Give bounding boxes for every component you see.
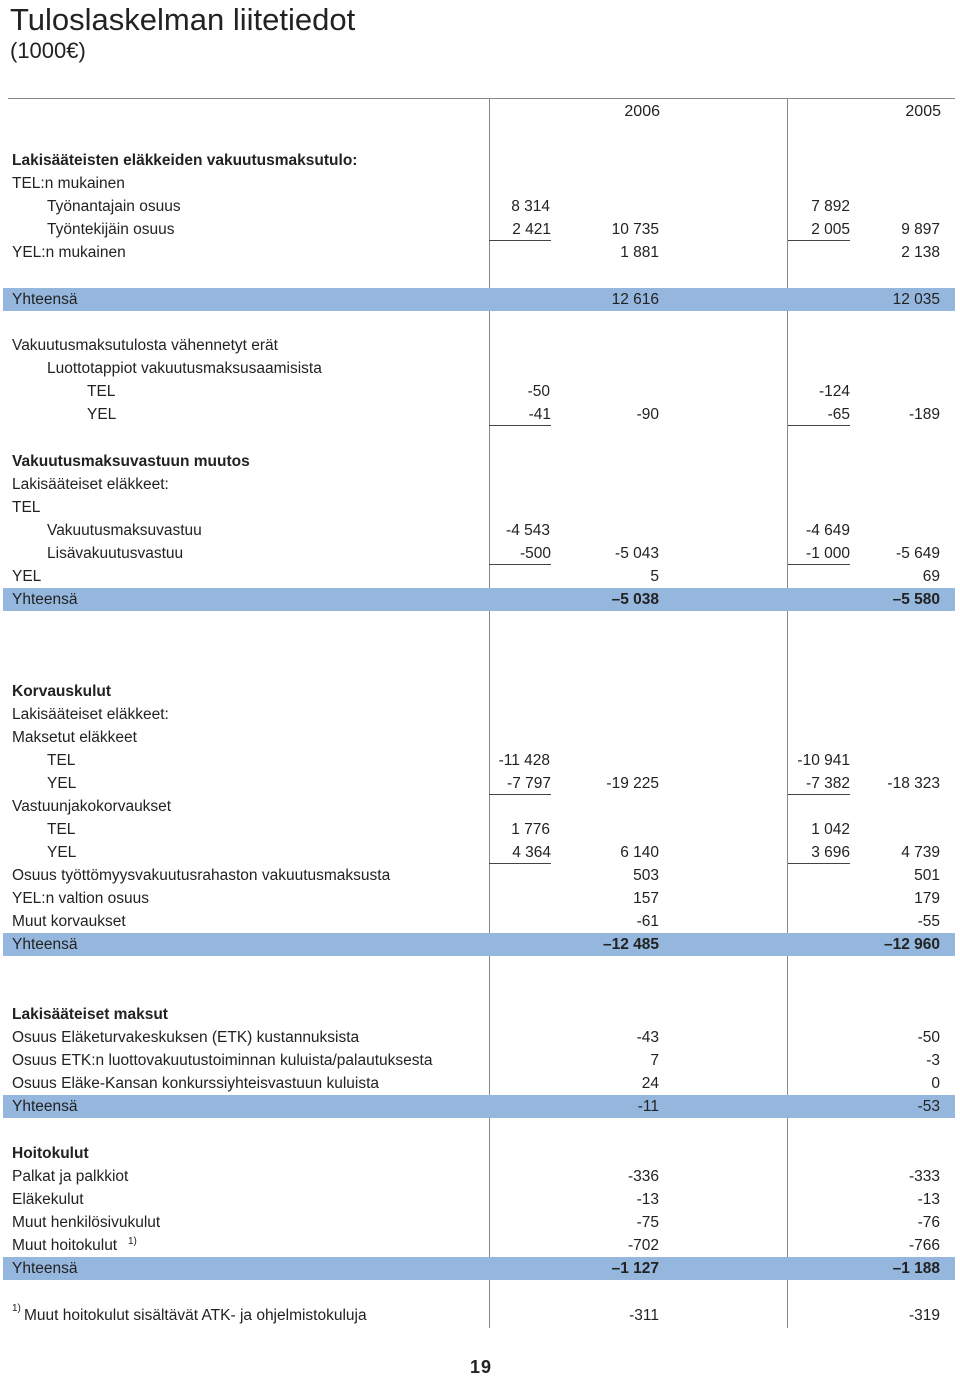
table-row (0, 1072, 960, 1095)
row-label: Osuus Eläketurvakeskuksen (ETK) kustannuksista (12, 1029, 360, 1046)
value-cell-c3: -124 (818, 383, 850, 400)
value-cell-c2: 1 881 (620, 244, 659, 261)
value-cell-c4: -189 (908, 406, 940, 423)
value-cell-c4: 9 897 (901, 221, 940, 238)
value-cell-c2: 12 616 (611, 291, 659, 308)
row-label: Lakisääteiset maksut (12, 1006, 168, 1023)
value-cell-c2: 5 (650, 568, 659, 585)
row-label: TEL (47, 752, 76, 769)
value-cell-c4: 0 (931, 1075, 940, 1092)
table-row (0, 496, 960, 519)
total-row (3, 933, 955, 956)
table-row (0, 195, 960, 218)
row-label: Työntekijäin osuus (47, 221, 175, 238)
row-label: YEL (47, 775, 77, 792)
value-cell-c4: -319 (908, 1307, 940, 1324)
table-row (0, 403, 960, 426)
value-cell-c4: -3 (926, 1052, 940, 1069)
value-cell-c4: –1 188 (892, 1260, 940, 1277)
row-label: TEL (12, 499, 41, 516)
row-label: Palkat ja palkkiot (12, 1168, 129, 1185)
table-row (0, 772, 960, 795)
table-row (0, 910, 960, 933)
page-number: 19 (470, 1357, 493, 1377)
table-row (0, 1211, 960, 1234)
value-cell-c4: –12 960 (883, 936, 940, 953)
value-cell-c3: -65 (788, 406, 850, 426)
row-label: Osuus Eläke-Kansan konkurssiyhteisvastuun kuluista (12, 1075, 380, 1092)
value-cell-c3: -7 382 (788, 775, 850, 795)
value-cell-c1: -41 (489, 406, 551, 426)
footnote-row (0, 1304, 960, 1327)
table-row (0, 1234, 960, 1257)
row-label: Lisävakuutusvastuu (47, 545, 184, 562)
value-cell-c3: -4 649 (806, 522, 850, 539)
table-row (0, 703, 960, 726)
value-cell-c4: 2 138 (901, 244, 940, 261)
row-label: Muut henkilösivukulut (12, 1214, 161, 1231)
row-label: Korvauskulut (12, 683, 112, 700)
row-label: Muut hoitokulut (12, 1237, 118, 1254)
value-cell-c3: -10 941 (797, 752, 850, 769)
value-cell-c2: –5 038 (611, 591, 659, 608)
row-label: TEL:n mukainen (12, 175, 125, 192)
value-cell-c1: -500 (489, 545, 551, 565)
row-label: Yhteensä (12, 591, 78, 608)
table-row (0, 542, 960, 565)
value-cell-c4: -53 (917, 1098, 940, 1115)
value-cell-c2: -13 (636, 1191, 659, 1208)
row-label: Maksetut eläkkeet (12, 729, 137, 746)
table-row (0, 172, 960, 195)
value-cell-c3: 7 892 (811, 198, 850, 215)
total-row (3, 1095, 955, 1118)
table-row (0, 1165, 960, 1188)
value-cell-c2: 7 (650, 1052, 659, 1069)
page-title: Tuloslaskelman liitetiedot (10, 2, 356, 37)
value-cell-c2: 24 (641, 1075, 659, 1092)
section-heading-row (0, 680, 960, 703)
row-label: YEL:n valtion osuus (12, 890, 150, 907)
row-label: Eläkekulut (12, 1191, 84, 1208)
value-cell-c2: –1 127 (611, 1260, 659, 1277)
value-cell-c2: 503 (633, 867, 659, 884)
value-cell-c4: 501 (914, 867, 940, 884)
value-cell-c3: -1 000 (788, 545, 850, 565)
row-label: Lakisääteiset eläkkeet: (12, 476, 169, 493)
value-cell-c4: –5 580 (892, 591, 940, 608)
value-cell-c2: -336 (627, 1168, 659, 1185)
row-label: Yhteensä (12, 291, 78, 308)
value-cell-c4: -76 (917, 1214, 940, 1231)
value-cell-c1: -11 428 (498, 752, 550, 769)
value-cell-c2: -5 043 (615, 545, 659, 562)
value-cell-c2: -11 (637, 1098, 659, 1115)
footnote-ref: 1) (128, 1236, 137, 1247)
value-cell-c1: -4 543 (506, 522, 550, 539)
table-row (0, 818, 960, 841)
section-heading-row (0, 450, 960, 473)
row-label: Yhteensä (12, 936, 78, 953)
value-cell-c1: -50 (527, 383, 550, 400)
table-row (0, 795, 960, 818)
table-row (0, 749, 960, 772)
value-cell-c2: 157 (633, 890, 659, 907)
row-label: Hoitokulut (12, 1145, 89, 1162)
total-row (3, 588, 955, 611)
value-cell-c2: -61 (636, 913, 659, 930)
section-heading-row (0, 1142, 960, 1165)
value-cell-c2: -90 (636, 406, 659, 423)
row-label: Muut korvaukset (12, 913, 126, 930)
value-cell-c4: -13 (917, 1191, 940, 1208)
table-row (0, 334, 960, 357)
value-cell-c4: -55 (917, 913, 940, 930)
table-row (0, 887, 960, 910)
value-cell-c4: -766 (908, 1237, 940, 1254)
year-header-2005: 2005 (905, 103, 941, 120)
row-label: YEL:n mukainen (12, 244, 126, 261)
table-row (0, 218, 960, 241)
value-cell-c1: -7 797 (489, 775, 551, 795)
row-label: Vakuutusmaksuvastuun muutos (12, 453, 250, 470)
value-cell-c2: 10 735 (611, 221, 659, 238)
row-label: YEL (87, 406, 117, 423)
row-label: Lakisääteiset eläkkeet: (12, 706, 169, 723)
value-cell-c3: 3 696 (788, 844, 850, 864)
total-row (3, 1257, 955, 1280)
footnote-marker: 1) (12, 1303, 21, 1314)
value-cell-c2: –12 485 (602, 936, 659, 953)
value-cell-c4: -50 (917, 1029, 940, 1046)
value-cell-c1: 4 364 (489, 844, 551, 864)
value-cell-c1: 1 776 (511, 821, 550, 838)
table-row (0, 241, 960, 264)
total-row (3, 288, 955, 311)
section-heading-row (0, 149, 960, 172)
table-row (0, 1049, 960, 1072)
table-row (0, 473, 960, 496)
value-cell-c4: -5 649 (896, 545, 940, 562)
row-label: Yhteensä (12, 1098, 78, 1115)
year-header-2006: 2006 (624, 103, 660, 120)
value-cell-c2: -702 (627, 1237, 659, 1254)
row-label: YEL (12, 568, 42, 585)
row-label: Osuus työttömyysvakuutusrahaston vakuutusmaksusta (12, 867, 391, 884)
row-label: TEL (87, 383, 116, 400)
row-label: Vakuutusmaksuvastuu (47, 522, 202, 539)
row-label: YEL (47, 844, 77, 861)
value-cell-c2: -43 (636, 1029, 659, 1046)
value-cell-c4: 69 (922, 568, 940, 585)
value-cell-c4: 179 (914, 890, 940, 907)
table-row (0, 726, 960, 749)
row-label: Luottotappiot vakuutusmaksusaamisista (47, 360, 322, 377)
value-cell-c4: -18 323 (887, 775, 940, 792)
value-cell-c4: 12 035 (892, 291, 940, 308)
table-row (0, 357, 960, 380)
table-row (0, 841, 960, 864)
value-cell-c4: -333 (908, 1168, 940, 1185)
value-cell-c4: 4 739 (901, 844, 940, 861)
row-label: Muut hoitokulut sisältävät ATK- ja ohjelmistokuluja (24, 1307, 367, 1324)
value-cell-c2: -311 (629, 1307, 659, 1324)
value-cell-c1: 2 421 (489, 221, 551, 241)
table-row (0, 565, 960, 588)
table-row (0, 1026, 960, 1049)
table-row (0, 864, 960, 887)
table-row (0, 1188, 960, 1211)
value-cell-c2: 6 140 (620, 844, 659, 861)
row-label: Vastuunjakokorvaukset (12, 798, 172, 815)
unit-subtitle: (1000€) (10, 38, 86, 63)
value-cell-c1: 8 314 (511, 198, 550, 215)
value-cell-c2: -75 (636, 1214, 659, 1231)
table-row (0, 380, 960, 403)
row-label: Osuus ETK:n luottovakuutustoiminnan kuluista/palautuksesta (12, 1052, 433, 1069)
row-label: TEL (47, 821, 76, 838)
row-label: Lakisääteisten eläkkeiden vakuutusmaksutulo: (12, 152, 358, 169)
row-label: Vakuutusmaksutulosta vähennetyt erät (12, 337, 278, 354)
row-label: Yhteensä (12, 1260, 78, 1277)
row-label: Työnantajain osuus (47, 198, 181, 215)
table-row (0, 519, 960, 542)
value-cell-c3: 1 042 (811, 821, 850, 838)
section-heading-row (0, 1003, 960, 1026)
value-cell-c2: -19 225 (606, 775, 659, 792)
value-cell-c3: 2 005 (788, 221, 850, 241)
